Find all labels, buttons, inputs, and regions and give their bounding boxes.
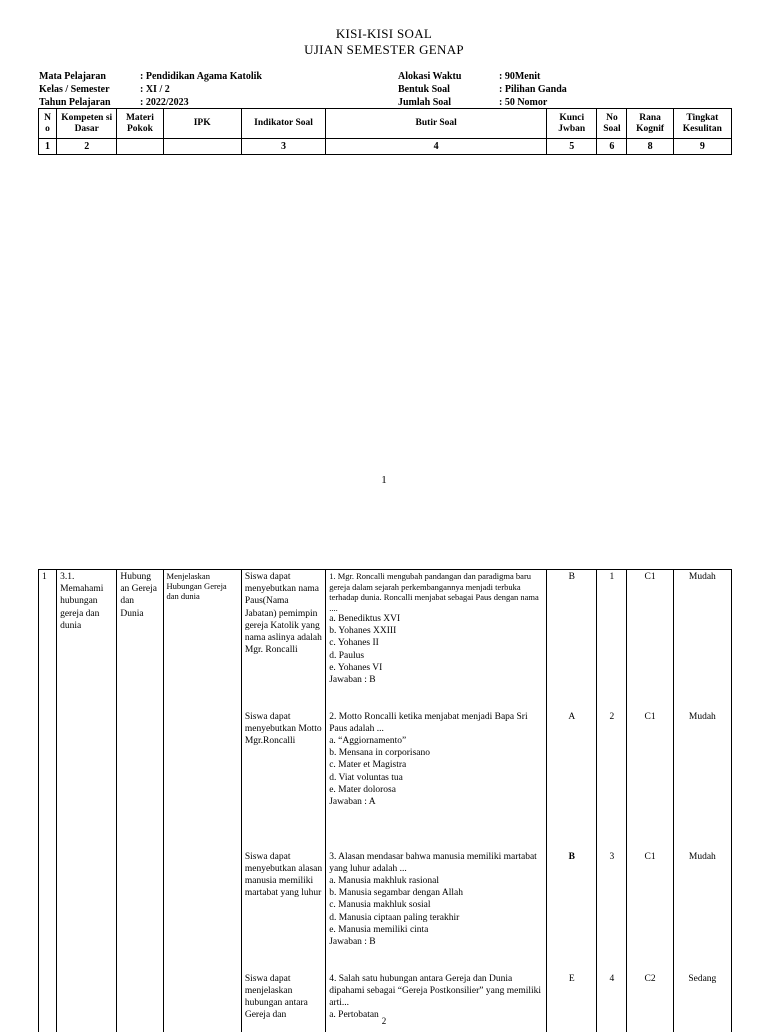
header-number: 9 <box>673 139 731 155</box>
header-number: 5 <box>547 139 597 155</box>
answer-option: d. Manusia ciptaan paling terakhir <box>329 912 460 923</box>
header-number <box>117 139 163 155</box>
indikator-soal: Siswa dapat menyebutkan alasan manusia memiliki martabat yang luhur <box>241 850 325 972</box>
question-stem: 2. Motto Roncalli ketika menjabat menjadi Bapa Sri Paus adalah ... <box>329 711 528 734</box>
answer-option: c. Mater et Magistra <box>329 760 407 771</box>
ranah-kognitif: C1 <box>627 570 673 710</box>
tingkat-kesulitan: Mudah <box>673 570 731 710</box>
answer-option: a. Benediktus XVI <box>329 614 401 624</box>
table-row <box>39 570 732 710</box>
meta-row <box>398 70 567 83</box>
meta-key: Tahun Pelajaran <box>39 97 111 108</box>
ipk <box>163 850 241 972</box>
nomor-soal: 3 <box>597 850 627 972</box>
answer-option: c. Yohanes II <box>329 638 379 649</box>
header-number-row <box>39 139 732 155</box>
meta-right <box>398 70 567 109</box>
question-table <box>38 569 732 1032</box>
header-number: 3 <box>241 139 325 155</box>
answer-option: e. Manusia memiliki cinta <box>329 924 429 935</box>
butir-soal <box>326 850 547 972</box>
ipk: Menjelaskan Hubungan Gereja dan dunia <box>163 570 241 710</box>
header-number <box>163 139 241 155</box>
header-cell: N o <box>39 109 57 139</box>
header-number: 1 <box>39 139 57 155</box>
meta-value: : 90Menit <box>499 71 541 82</box>
meta-value: : 50 Nomor <box>499 97 548 108</box>
answer-option: c. Manusia makhluk sosial <box>329 900 431 911</box>
nomor-soal: 4 <box>597 972 627 1032</box>
indikator-soal: Siswa dapat menyebutkan nama Paus(Nama Jabatan) pemimpin gereja Katolik yang nama aslinya adalah Mgr. Roncalli <box>241 570 325 710</box>
answer-option: d. Paulus <box>329 650 365 661</box>
answer-option: b. Yohanes XXIII <box>329 626 397 637</box>
answer-option: Jawaban : B <box>329 936 376 947</box>
kunci-jawaban: B <box>547 850 597 972</box>
answer-option: e. Yohanes VI <box>329 662 383 673</box>
meta-row <box>398 83 567 96</box>
header-cell: No Soal <box>597 109 627 139</box>
page-number: 2 <box>381 1016 387 1026</box>
tingkat-kesulitan: Mudah <box>673 850 731 972</box>
header-cell: IPK <box>163 109 241 139</box>
kompetensi-dasar <box>57 850 117 972</box>
meta-value: : 2022/2023 <box>140 97 189 108</box>
kompetensi-dasar: 3.1. Memahami hubungan gereja dan dunia <box>57 570 117 710</box>
header-cell: Butir Soal <box>326 109 547 139</box>
answer-option: Jawaban : A <box>329 796 376 807</box>
meta-key: Jumlah Soal <box>398 97 452 108</box>
kunci-jawaban: A <box>547 710 597 850</box>
header-cell: Materi Pokok <box>117 109 163 139</box>
tingkat-kesulitan: Sedang <box>673 972 731 1032</box>
row-no <box>39 850 57 972</box>
meta-value: : XI / 2 <box>140 84 170 95</box>
kompetensi-dasar <box>57 710 117 850</box>
question-stem: 4. Salah satu hubungan antara Gereja dan Dunia dipahami sebagai “Gereja Postkonsilier” yang memiliki arti... <box>329 973 542 1008</box>
header-cell: Kompeten si Dasar <box>57 109 117 139</box>
answer-option: b. Mensana in corporisano <box>329 748 430 759</box>
nomor-soal: 2 <box>597 710 627 850</box>
answer-option: Jawaban : B <box>329 675 376 686</box>
kunci-jawaban: B <box>547 570 597 710</box>
answer-option: a. “Aggiornamento” <box>329 735 407 746</box>
question-stem: 3. Alasan mendasar bahwa manusia memiliki martabat yang luhur adalah ... <box>329 851 537 874</box>
kunci-jawaban: E <box>547 972 597 1032</box>
ipk <box>163 710 241 850</box>
materi-pokok: Hubung an Gereja dan Dunia <box>117 570 163 710</box>
meta-key: Mata Pelajaran <box>39 71 106 82</box>
meta-left <box>39 70 262 109</box>
butir-soal <box>326 570 547 710</box>
page-number: 1 <box>381 474 387 486</box>
header-number: 6 <box>597 139 627 155</box>
meta-row <box>39 70 262 83</box>
answer-option: a. Manusia makhluk rasional <box>329 875 439 886</box>
meta-key: Bentuk Soal <box>398 84 450 95</box>
butir-soal <box>326 710 547 850</box>
header-cell: Kunci Jwban <box>547 109 597 139</box>
nomor-soal: 1 <box>597 570 627 710</box>
header-table <box>38 108 732 155</box>
row-no <box>39 710 57 850</box>
table-row <box>39 850 732 972</box>
answer-option: b. Manusia segambar dengan Allah <box>329 888 463 899</box>
table-row <box>39 710 732 850</box>
document-subtitle: UJIAN SEMESTER GENAP <box>304 42 464 57</box>
meta-value: : Pilihan Ganda <box>499 84 567 95</box>
tingkat-kesulitan: Mudah <box>673 710 731 850</box>
header-cell: Rana Kognif <box>627 109 673 139</box>
header-number: 2 <box>57 139 117 155</box>
answer-option: a. Pertobatan <box>329 1010 379 1021</box>
meta-row <box>39 83 262 96</box>
meta-key: Alokasi Waktu <box>398 71 462 82</box>
header-number: 4 <box>326 139 547 155</box>
document-title: KISI-KISI SOAL <box>335 26 433 41</box>
materi-pokok <box>117 850 163 972</box>
header-row <box>39 109 732 139</box>
ranah-kognitif: C1 <box>627 710 673 850</box>
row-no: 1 <box>39 570 57 710</box>
meta-value: : Pendidikan Agama Katolik <box>140 71 262 82</box>
answer-option: e. Mater dolorosa <box>329 784 396 795</box>
header-number: 8 <box>627 139 673 155</box>
answer-option: d. Viat voluntas tua <box>329 772 403 783</box>
ranah-kognitif: C1 <box>627 850 673 972</box>
indikator-soal: Siswa dapat menyebutkan Motto Mgr.Roncalli <box>241 710 325 850</box>
materi-pokok <box>117 710 163 850</box>
indikator-soal: Siswa dapat menjelaskan hubungan antara Gereja dan <box>241 972 325 1032</box>
meta-key: Kelas / Semester <box>39 84 110 95</box>
header-cell: Tingkat Kesulitan <box>673 109 731 139</box>
question-stem: 1. Mgr. Roncalli mengubah pandangan dan paradigma baru gereja dalam sejarah perkembangannya menjadi terbuka terhadap dunia. Roncalli menjabat sebagai Paus dengan nama .... <box>329 571 539 613</box>
ranah-kognitif: C2 <box>627 972 673 1032</box>
header-cell: Indikator Soal <box>241 109 325 139</box>
